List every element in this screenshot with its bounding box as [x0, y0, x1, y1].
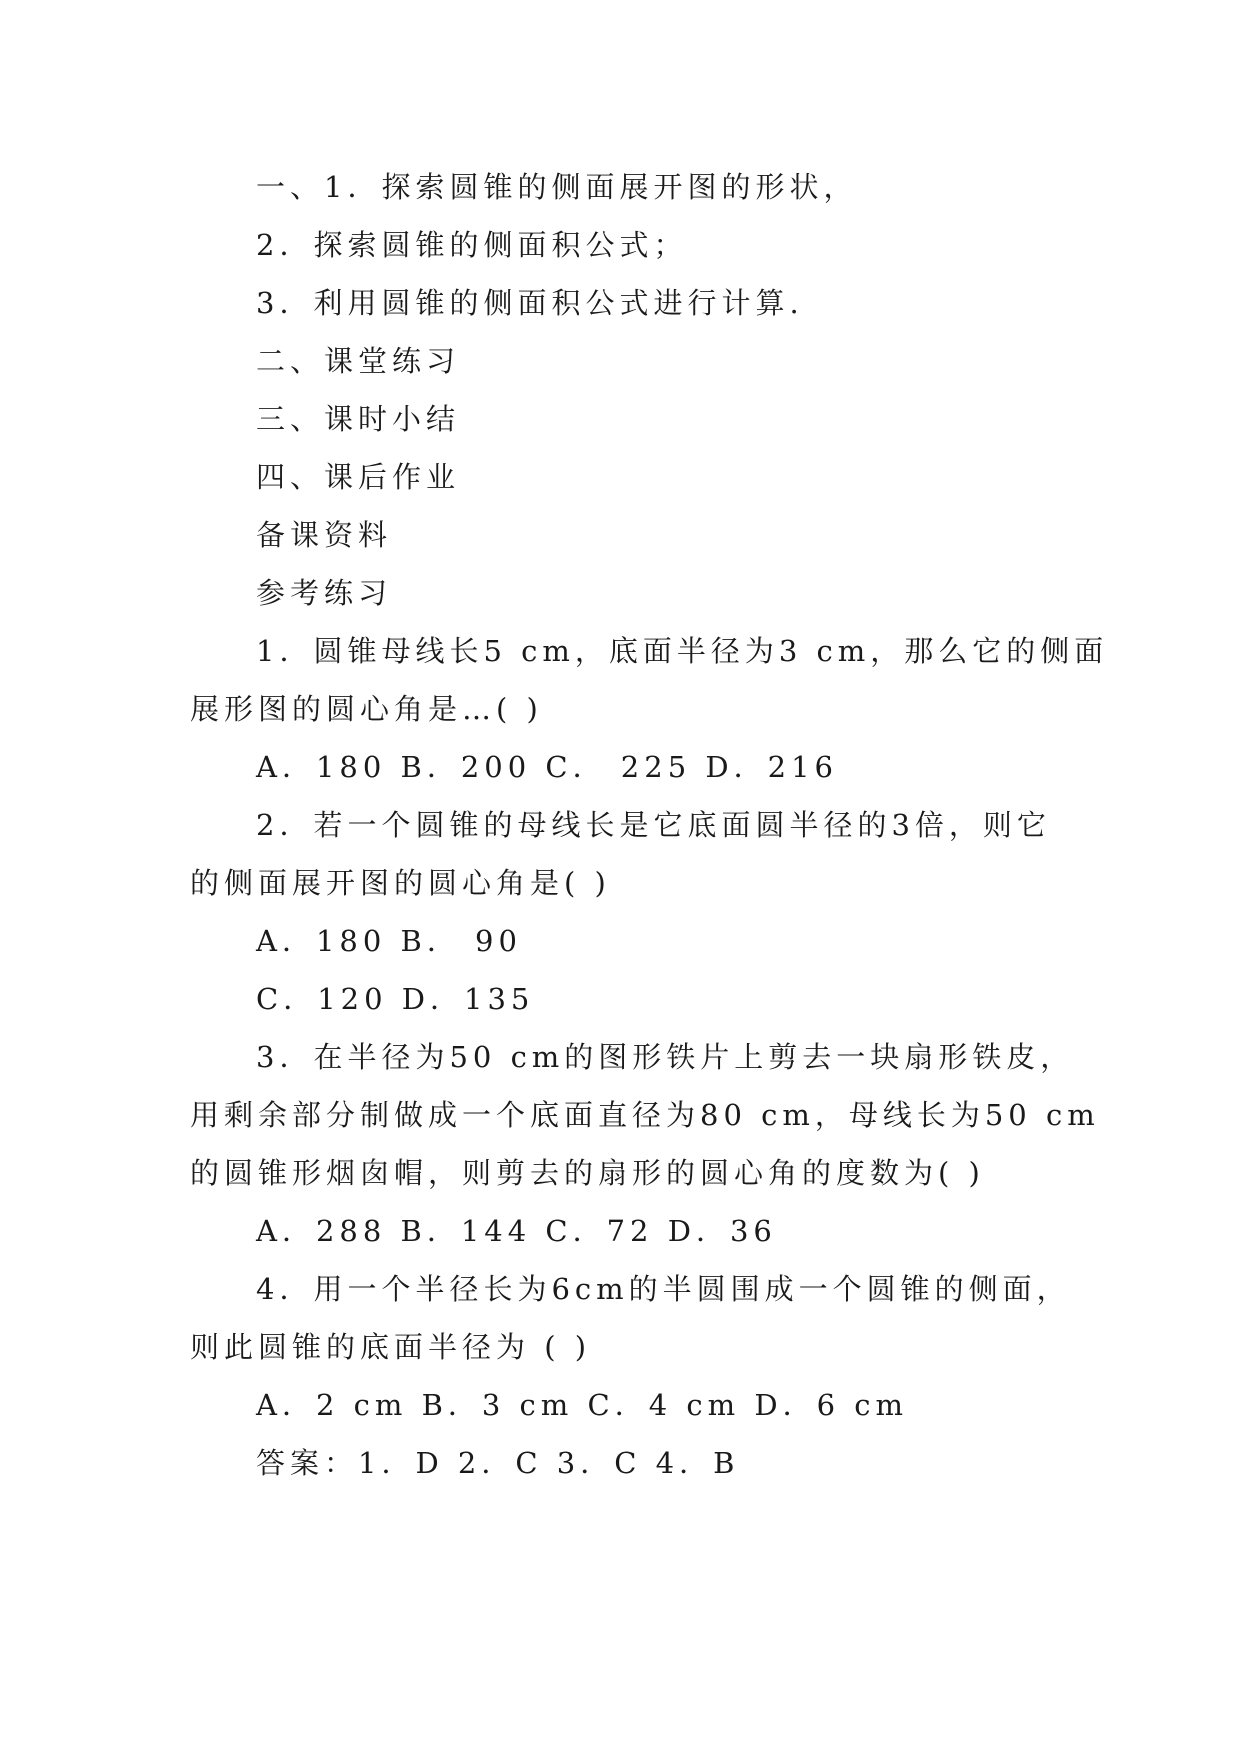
objective-line-2: 2．探索圆锥的侧面积公式； [256, 228, 688, 262]
question-2-options-cd: C．120 D．135 [256, 982, 535, 1016]
question-3-text-cont-2: 的圆锥形烟囱帽，则剪去的扇形的圆心角的度数为( ) [190, 1156, 985, 1190]
objective-line-3: 3．利用圆锥的侧面积公式进行计算. [256, 286, 804, 320]
question-3-options: A．288 B．144 C．72 D．36 [256, 1214, 777, 1248]
section-heading-materials: 备课资料 [256, 518, 393, 552]
question-1-text-cont: 展形图的圆心角是…( ) [190, 692, 543, 726]
question-3-text-cont-1: 用剩余部分制做成一个底面直径为80 cm，母线长为50 cm [190, 1098, 1100, 1132]
question-4-text: 4．用一个半径长为6cm的半圆围成一个圆锥的侧面， [256, 1272, 1071, 1306]
section-heading-practice: 二、课堂练习 [256, 344, 461, 378]
question-2-text-cont: 的侧面展开图的圆心角是( ) [190, 866, 611, 900]
question-2-text: 2．若一个圆锥的母线长是它底面圆半径的3倍，则它 [256, 808, 1051, 842]
question-1-options: A．180 B．200 C． 225 D．216 [256, 750, 838, 784]
question-3-text: 3．在半径为50 cm的图形铁片上剪去一块扇形铁皮， [256, 1040, 1075, 1074]
section-heading-reference-exercises: 参考练习 [256, 576, 393, 610]
section-heading-summary: 三、课时小结 [256, 402, 461, 436]
answer-key: 答案：1．D 2．C 3．C 4．B [256, 1446, 740, 1480]
objective-line-1: 一、1．探索圆锥的侧面展开图的形状， [256, 170, 858, 204]
question-4-options: A．2 cm B．3 cm C．4 cm D．6 cm [256, 1388, 908, 1422]
question-2-options-ab: A．180 B． 90 [256, 924, 522, 958]
section-heading-homework: 四、课后作业 [256, 460, 461, 494]
question-1-text: 1．圆锥母线长5 cm，底面半径为3 cm，那么它的侧面 [256, 634, 1109, 668]
question-4-text-cont: 则此圆锥的底面半径为 ( ) [190, 1330, 592, 1364]
